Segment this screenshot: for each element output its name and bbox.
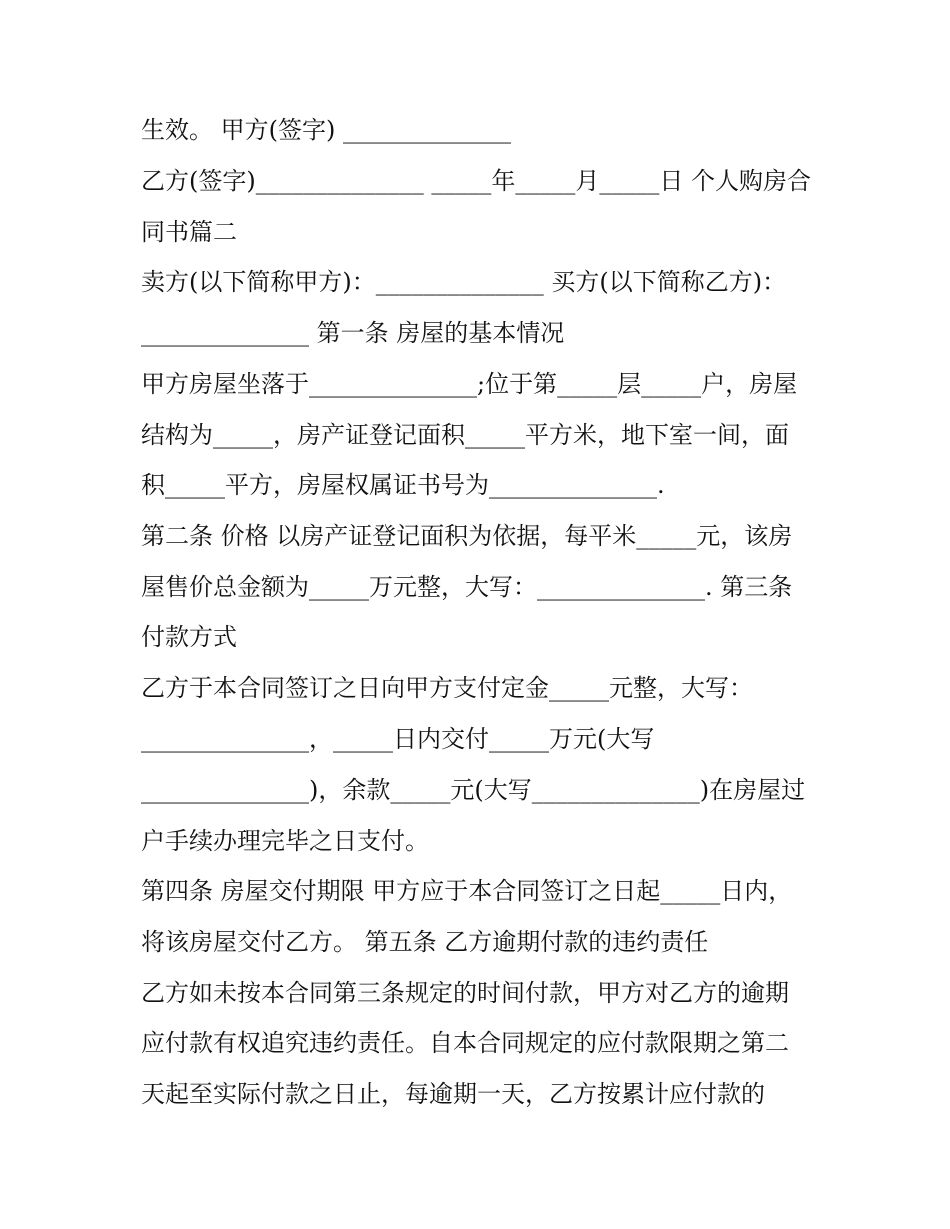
text-line: 户手续办理完毕之日支付。	[141, 827, 429, 855]
text-line: ______________ 第一条 房屋的基本情况	[141, 319, 565, 347]
text-line: 第四条 房屋交付期限 甲方应于本合同签订之日起_____日内，	[141, 877, 793, 905]
text-line: 同书篇二	[141, 218, 237, 246]
text-line: 乙方(签字)______________ _____年_____月_____日 个人购房合	[141, 167, 811, 195]
text-line: 应付款有权追究违约责任。自本合同规定的应付款限期之第二	[141, 1029, 789, 1057]
text-line: 结构为_____，房产证登记面积_____平方米，地下室一间，面	[141, 421, 789, 449]
text-line: 将该房屋交付乙方。 第五条 乙方逾期付款的违约责任	[141, 928, 709, 956]
text-line: 屋售价总金额为_____万元整，大写：______________. 第三条	[141, 573, 793, 601]
text-line: 积_____平方，房屋权属证书号为______________.	[141, 471, 665, 499]
text-line: 卖方(以下简称甲方)：______________ 买方(以下简称乙方)：	[141, 268, 787, 296]
text-line: ______________)，余款_____元(大写______________)在房屋过	[141, 776, 806, 804]
text-line: 生效。 甲方(签字) ______________	[141, 116, 511, 144]
text-line: ______________，_____日内交付_____万元(大写	[141, 725, 655, 753]
text-line: 乙方于本合同签订之日向甲方支付定金_____元整，大写：	[141, 674, 753, 702]
text-line: 甲方房屋坐落于______________;位于第_____层_____户，房屋	[141, 370, 798, 398]
text-line: 付款方式	[141, 623, 237, 651]
text-line: 第二条 价格 以房产证登记面积为依据，每平米_____元，该房	[141, 522, 793, 550]
text-line: 乙方如未按本合同第三条规定的时间付款，甲方对乙方的逾期	[141, 979, 789, 1007]
text-line: 天起至实际付款之日止，每逾期一天，乙方按累计应付款的	[141, 1080, 765, 1108]
